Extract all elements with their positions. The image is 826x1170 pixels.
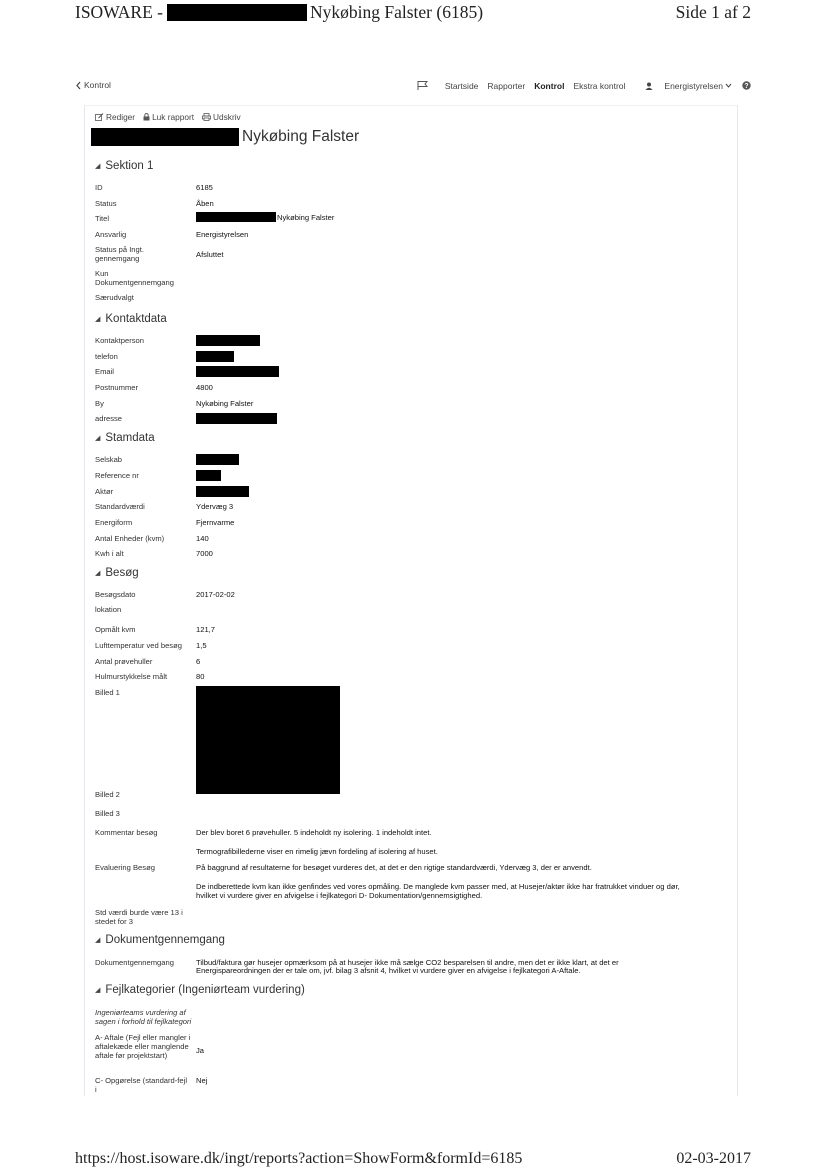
print-footer bbox=[0, 1150, 826, 1170]
field-value-antal-provehuller: 6 bbox=[196, 657, 201, 666]
field-value-by: Nykøbing Falster bbox=[196, 399, 254, 408]
lock-icon bbox=[143, 113, 150, 121]
redaction-box bbox=[196, 486, 249, 497]
print-footer-date: 02-03-2017 bbox=[676, 1150, 751, 1167]
nav-link-rapporter[interactable]: Rapporter bbox=[487, 80, 526, 91]
field-label-lufttemperatur: Lufttemperatur ved besøg bbox=[95, 641, 182, 650]
field-value-postnummer: 4800 bbox=[196, 383, 213, 392]
print-header-prefix: ISOWARE - bbox=[75, 2, 163, 22]
collapse-triangle-icon: ◢ bbox=[95, 163, 101, 170]
field-label-telefon: telefon bbox=[95, 352, 118, 361]
section-title: Sektion 1 bbox=[105, 160, 154, 172]
collapse-triangle-icon: ◢ bbox=[95, 316, 101, 323]
field-label-selskab: Selskab bbox=[95, 455, 123, 464]
field-label-besogsdato: Besøgsdato bbox=[95, 590, 136, 599]
back-link[interactable] bbox=[75, 80, 111, 90]
field-label-hulmurstykkelse: Hulmurstykkelse målt bbox=[95, 672, 168, 681]
field-value-selskab bbox=[196, 454, 239, 465]
field-value-besogsdato: 2017-02-02 bbox=[196, 590, 235, 599]
report-panel bbox=[84, 105, 738, 1096]
nav-link-kontrol[interactable]: Kontrol bbox=[534, 80, 565, 91]
redaction-box bbox=[167, 4, 307, 21]
chevron-down-icon bbox=[725, 83, 732, 88]
collapse-triangle-icon: ◢ bbox=[95, 987, 101, 994]
field-value-dokumentgennemgang-1: Tilbud/faktura gør husejer opmærksom på at husejer ikke må sælge CO2 besparelsen til andre, men det er ikke klart, at det er bbox=[196, 958, 619, 967]
section-header-besog[interactable] bbox=[95, 567, 139, 579]
redaction-box bbox=[196, 212, 276, 222]
help-icon[interactable] bbox=[742, 81, 751, 90]
field-label-status-ingt: Status på Ingt. gennemgang bbox=[95, 245, 144, 263]
section-header-stamdata[interactable] bbox=[95, 432, 155, 444]
field-value-energiform: Fjernvarme bbox=[196, 518, 235, 527]
field-label-titel: Titel bbox=[95, 214, 110, 223]
field-label-kommentar-besog: Kommentar besøg bbox=[95, 828, 158, 837]
nav-link-ekstra-kontrol[interactable]: Ekstra kontrol bbox=[573, 80, 626, 91]
redaction-box bbox=[196, 366, 279, 377]
field-value-ansvarlig: Energistyrelsen bbox=[196, 230, 249, 239]
field-label-antal-enheder: Antal Enheder (kvm) bbox=[95, 534, 165, 543]
field-label-status: Status bbox=[95, 199, 117, 208]
field-value-titel bbox=[196, 212, 334, 222]
print-header bbox=[0, 0, 826, 30]
field-value-kwh-i-alt: 7000 bbox=[196, 549, 213, 558]
field-value-evaluering-1: På baggrund af resultaterne for besøget vurderes det, at det er den rigtige standardværdi, Ydervæg 3, der er anvendt. bbox=[196, 863, 592, 872]
field-value-kommentar-2: Termografibillederne viser en rimelig jævn fordeling af isolering af huset. bbox=[196, 847, 438, 856]
redaction-box bbox=[196, 351, 234, 362]
user-menu[interactable] bbox=[645, 81, 732, 91]
user-menu-label: Energistyrelsen bbox=[664, 80, 723, 91]
collapse-triangle-icon: ◢ bbox=[95, 435, 101, 442]
close-report-button[interactable] bbox=[143, 112, 194, 122]
redaction-box bbox=[196, 454, 239, 465]
field-label-saerudvalgt: Særudvalgt bbox=[95, 293, 134, 302]
redaction-box bbox=[196, 335, 260, 346]
field-value-evaluering-2a: De indberettede kvm kan ikke genfindes ved vores opmåling. De manglede kvm passer med, at Husejer/aktør ikke har fratrukket vinduer og dør, bbox=[196, 882, 680, 891]
section-header-kontaktdata[interactable] bbox=[95, 313, 167, 325]
print-header-page: Side 1 af 2 bbox=[675, 2, 751, 22]
field-label-dokumentgennemgang: Dokumentgennemgang bbox=[95, 958, 174, 967]
section-title: Besøg bbox=[105, 567, 139, 579]
field-label-adresse: adresse bbox=[95, 414, 123, 423]
page-title bbox=[91, 128, 359, 146]
edit-button-label: Rediger bbox=[106, 112, 136, 122]
field-value-titel-text: Nykøbing Falster bbox=[277, 212, 335, 222]
section-header-dokumentgennemgang[interactable] bbox=[95, 934, 225, 946]
field-label-opmalt-kvm: Opmålt kvm bbox=[95, 625, 136, 634]
collapse-triangle-icon: ◢ bbox=[95, 570, 101, 577]
field-value-dokumentgennemgang-2: Energispareordningen der er tale om, jvf. bilag 3 afsnit 4, hvilket vi vurdere giver en afvigelse i fejlkategori A-Aftale. bbox=[196, 966, 581, 975]
image-billed-1[interactable] bbox=[196, 686, 340, 794]
field-label-std-vaerdi: Std værdi burde være 13 i stedet for 3 bbox=[95, 908, 183, 926]
field-label-billed-1: Billed 1 bbox=[95, 688, 120, 697]
field-label-by: By bbox=[95, 399, 104, 408]
field-value-kommentar-1: Der blev boret 6 prøvehuller. 5 indeholdt ny isolering. 1 indeholdt intet. bbox=[196, 828, 432, 837]
field-label-billed-2: Billed 2 bbox=[95, 790, 120, 799]
field-label-standardvaerdi: Standardværdi bbox=[95, 502, 145, 511]
field-value-antal-enheder: 140 bbox=[196, 534, 209, 543]
field-value-kontaktperson bbox=[196, 335, 260, 346]
nav-links bbox=[417, 80, 751, 91]
edit-icon bbox=[95, 113, 104, 121]
section-header-sektion-1[interactable] bbox=[95, 160, 153, 172]
section-header-fejlkategorier[interactable] bbox=[95, 984, 305, 996]
field-label-c-opgorelse: C- Opgørelse (standard-fejl i bbox=[95, 1076, 188, 1094]
collapse-triangle-icon: ◢ bbox=[95, 937, 101, 944]
print-button[interactable] bbox=[202, 112, 241, 122]
print-footer-url: https://host.isoware.dk/ingt/reports?action=ShowForm&formId=6185 bbox=[75, 1150, 523, 1167]
printer-icon bbox=[202, 113, 211, 121]
redaction-box bbox=[196, 413, 277, 424]
field-value-a-aftale: Ja bbox=[196, 1046, 205, 1055]
field-label-kwh-i-alt: Kwh i alt bbox=[95, 549, 124, 558]
field-value-id: 6185 bbox=[196, 183, 213, 192]
field-label-reference-nr: Reference nr bbox=[95, 471, 139, 480]
field-label-a-aftale: A- Aftale (Fejl eller mangler i aftalekæde eller manglende aftale før projektstart) bbox=[95, 1033, 191, 1060]
print-header-title bbox=[75, 2, 483, 23]
fejl-intro-text: Ingeniørteams vurdering af sagen i forhold til fejlkategori bbox=[95, 1008, 192, 1026]
field-label-aktor: Aktør bbox=[95, 487, 114, 496]
field-label-postnummer: Postnummer bbox=[95, 383, 139, 392]
field-value-evaluering-2b: hvilket vi vurdere giver en afvigelse i fejlkategori D- Dokumentation/gennemsigtighed. bbox=[196, 891, 483, 900]
field-value-c-opgorelse: Nej bbox=[196, 1076, 208, 1085]
redaction-box bbox=[196, 470, 221, 481]
print-header-suffix: Nykøbing Falster (6185) bbox=[309, 2, 484, 22]
field-label-antal-provehuller: Antal prøvehuller bbox=[95, 657, 153, 666]
top-navigation bbox=[75, 80, 751, 94]
field-label-kontaktperson: Kontaktperson bbox=[95, 336, 144, 345]
close-report-label: Luk rapport bbox=[152, 112, 195, 122]
field-value-hulmurstykkelse: 80 bbox=[196, 672, 205, 681]
field-value-adresse bbox=[196, 413, 277, 424]
field-value-aktor bbox=[196, 486, 249, 497]
edit-button[interactable] bbox=[95, 112, 135, 122]
field-value-status: Åben bbox=[196, 199, 214, 208]
back-link-label: Kontrol bbox=[84, 80, 111, 90]
field-label-evaluering-besog: Evaluering Besøg bbox=[95, 863, 155, 872]
flag-icon[interactable] bbox=[417, 80, 429, 91]
field-label-energiform: Energiform bbox=[95, 518, 133, 527]
field-label-ansvarlig: Ansvarlig bbox=[95, 230, 127, 239]
field-value-lufttemperatur: 1,5 bbox=[196, 641, 207, 650]
redaction-box bbox=[91, 128, 239, 146]
field-value-opmalt-kvm: 121,7 bbox=[196, 625, 216, 634]
section-title: Stamdata bbox=[105, 432, 155, 444]
section-title: Fejlkategorier (Ingeniørteam vurdering) bbox=[105, 984, 305, 996]
redacted-image bbox=[196, 686, 340, 794]
chevron-left-icon bbox=[75, 81, 82, 90]
field-label-lokation: lokation bbox=[95, 605, 122, 614]
field-value-standardvaerdi: Ydervæg 3 bbox=[196, 502, 234, 511]
field-value-telefon bbox=[196, 351, 234, 362]
field-value-email bbox=[196, 366, 279, 377]
svg-text:?: ? bbox=[744, 83, 749, 90]
field-label-id: ID bbox=[95, 183, 103, 192]
user-icon bbox=[645, 82, 653, 90]
section-title: Kontaktdata bbox=[105, 313, 167, 325]
section-title: Dokumentgennemgang bbox=[105, 934, 225, 946]
field-label-billed-3: Billed 3 bbox=[95, 809, 120, 818]
field-value-reference-nr bbox=[196, 470, 221, 481]
report-toolbar bbox=[95, 112, 241, 122]
page-title-text: Nykøbing Falster bbox=[242, 128, 360, 145]
field-label-kun-dokumentgennemgang: Kun Dokumentgennemgang bbox=[95, 269, 174, 287]
nav-link-startside[interactable]: Startside bbox=[444, 80, 479, 91]
field-value-status-ingt: Afsluttet bbox=[196, 250, 224, 259]
field-label-email: Email bbox=[95, 367, 114, 376]
print-button-label: Udskriv bbox=[213, 112, 241, 122]
